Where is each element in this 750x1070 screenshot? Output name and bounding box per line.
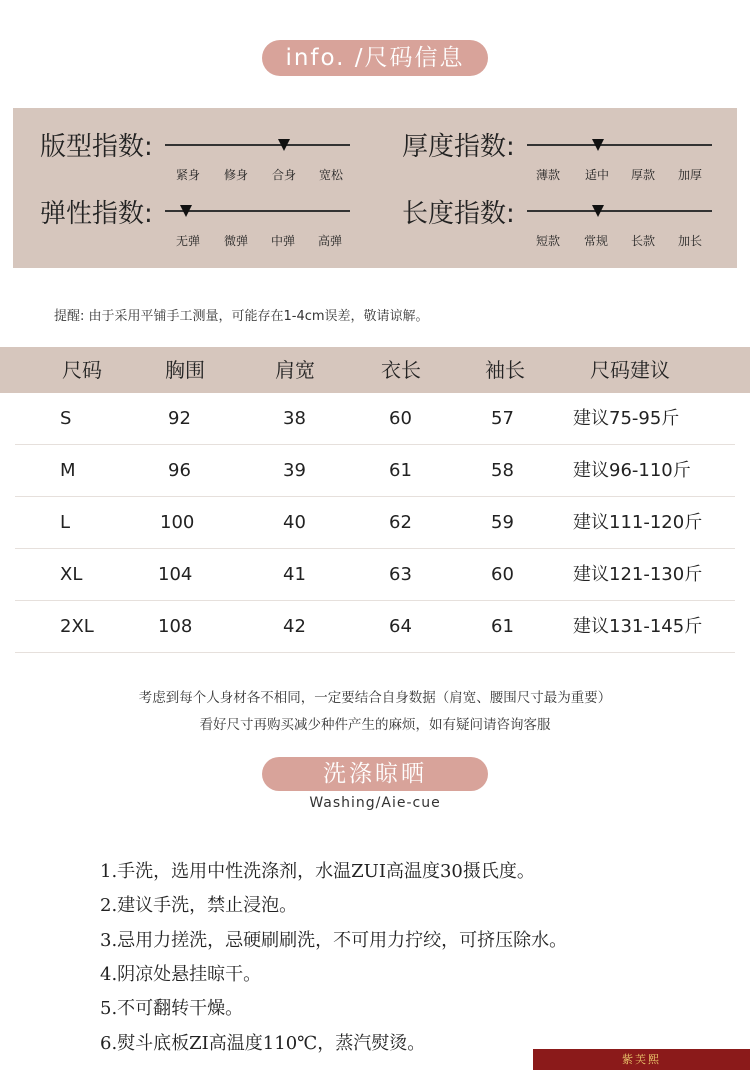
length-scale-line — [527, 210, 712, 212]
length-index-title: 长度指数: — [402, 199, 515, 229]
fit-option: 修身 — [224, 168, 249, 182]
measurement-note: 提醒: 由于采用平铺手工测量，可能存在1-4cm误差，敬请谅解。 — [54, 309, 429, 324]
size-table-header — [0, 347, 750, 393]
thickness-option: 适中 — [585, 168, 610, 182]
cell-chest: 104 — [158, 564, 193, 585]
cell-shoulder: 39 — [283, 460, 306, 481]
cell-shoulder: 38 — [283, 408, 306, 429]
cell-sleeve: 61 — [491, 616, 514, 637]
cell-size: L — [60, 512, 71, 533]
washing-subtitle: Washing/Aie-cue — [309, 795, 441, 811]
care-instruction: 5.不可翻转干燥。 — [100, 998, 244, 1019]
cell-size: S — [60, 408, 72, 429]
elasticity-index-title: 弹性指数: — [40, 199, 153, 229]
fit-index-title: 版型指数: — [40, 132, 153, 162]
cell-sleeve: 60 — [491, 564, 514, 585]
thickness-option: 加厚 — [678, 168, 703, 182]
cell-recommendation: 建议96-110斤 — [573, 460, 691, 481]
thickness-option: 薄款 — [536, 168, 561, 182]
thickness-option: 厚款 — [631, 168, 656, 182]
row-divider — [15, 652, 735, 653]
size-table — [0, 347, 750, 653]
cell-length: 60 — [389, 408, 412, 429]
cell-size: M — [60, 460, 76, 481]
sizing-tip: 考虑到每个人身材各不相同，一定要结合自身数据（肩宽、腰围尺寸最为重要） — [138, 690, 612, 706]
brand-stamp: 紫芙熙 — [533, 1049, 750, 1070]
fit-scale-line — [165, 144, 350, 146]
table-row — [0, 393, 750, 445]
length-marker — [592, 205, 604, 217]
header-shoulder: 肩宽 — [275, 358, 315, 382]
header-size: 尺码 — [62, 358, 102, 382]
elasticity-index — [40, 193, 360, 253]
cell-shoulder: 40 — [283, 512, 306, 533]
cell-chest: 100 — [160, 512, 195, 533]
elasticity-marker — [180, 205, 192, 217]
cell-length: 62 — [389, 512, 412, 533]
cell-length: 64 — [389, 616, 412, 637]
thickness-scale-line — [527, 144, 712, 146]
cell-sleeve: 57 — [491, 408, 514, 429]
fit-option: 宽松 — [319, 168, 344, 182]
elasticity-option: 微弹 — [224, 234, 249, 248]
cell-sleeve: 59 — [491, 512, 514, 533]
length-option: 加长 — [678, 234, 703, 248]
header-chest: 胸围 — [165, 358, 205, 382]
header-sleeve: 袖长 — [485, 358, 525, 382]
care-instruction: 4.阴凉处悬挂晾干。 — [100, 964, 262, 985]
care-instruction: 2.建议手洗，禁止浸泡。 — [100, 895, 298, 916]
fit-marker — [278, 139, 290, 151]
elasticity-option: 中弹 — [271, 234, 296, 248]
elasticity-option: 高弹 — [318, 234, 343, 248]
index-panel — [13, 108, 737, 268]
length-option: 常规 — [584, 234, 609, 248]
sizing-tip: 看好尺寸再购买减少种件产生的麻烦，如有疑问请咨询客服 — [199, 717, 551, 733]
washing-banner: 洗涤晾晒 — [262, 757, 488, 791]
care-instruction: 1.手洗，选用中性洗涤剂，水温ZUI高温度30摄氏度。 — [100, 861, 535, 882]
fit-index — [40, 126, 360, 186]
cell-recommendation: 建议131-145斤 — [573, 616, 703, 637]
thickness-index-title: 厚度指数: — [402, 132, 515, 162]
length-option: 短款 — [536, 234, 561, 248]
cell-shoulder: 42 — [283, 616, 306, 637]
cell-chest: 108 — [158, 616, 193, 637]
fit-option: 紧身 — [176, 168, 201, 182]
elasticity-scale-line — [165, 210, 350, 212]
length-option: 长款 — [631, 234, 656, 248]
cell-shoulder: 41 — [283, 564, 306, 585]
cell-chest: 96 — [168, 460, 191, 481]
length-index — [402, 193, 722, 253]
header-recommendation: 尺码建议 — [590, 358, 670, 382]
table-row — [0, 445, 750, 497]
header-length: 衣长 — [381, 358, 421, 382]
cell-sleeve: 58 — [491, 460, 514, 481]
care-instruction: 3.忌用力搓洗，忌硬刷刷洗，不可用力拧绞，可挤压除水。 — [100, 930, 568, 951]
thickness-marker — [592, 139, 604, 151]
cell-chest: 92 — [168, 408, 191, 429]
care-instruction: 6.熨斗底板ZI高温度110℃，蒸汽熨烫。 — [100, 1033, 426, 1054]
cell-size: 2XL — [60, 616, 94, 637]
fit-option: 合身 — [272, 168, 297, 182]
thickness-index — [402, 126, 722, 186]
info-banner: info. /尺码信息 — [262, 40, 488, 76]
cell-length: 61 — [389, 460, 412, 481]
cell-recommendation: 建议121-130斤 — [573, 564, 703, 585]
table-row — [0, 601, 750, 653]
cell-length: 63 — [389, 564, 412, 585]
cell-size: XL — [60, 564, 83, 585]
cell-recommendation: 建议75-95斤 — [573, 408, 680, 429]
elasticity-option: 无弹 — [176, 234, 201, 248]
cell-recommendation: 建议111-120斤 — [573, 512, 703, 533]
table-row — [0, 497, 750, 549]
table-row — [0, 549, 750, 601]
